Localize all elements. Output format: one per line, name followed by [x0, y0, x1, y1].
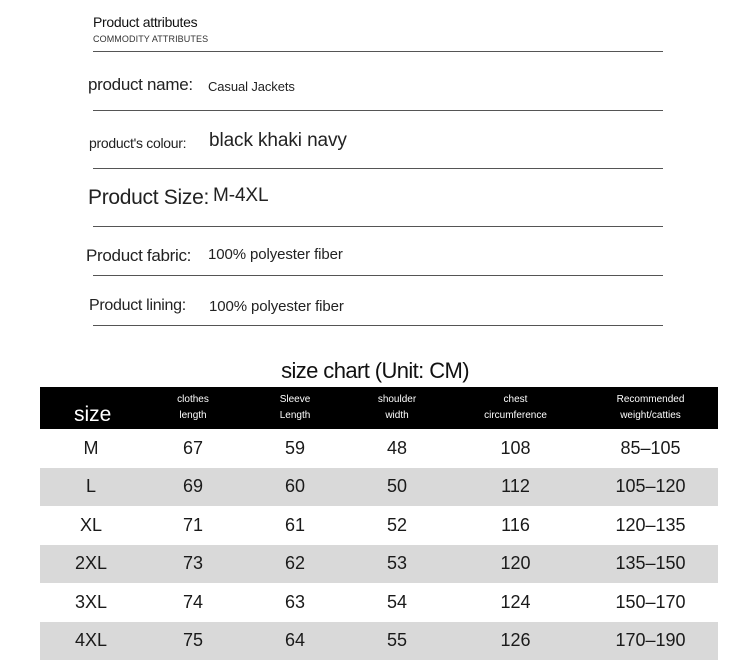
header-size: size	[40, 387, 142, 429]
attribute-value: 100% polyester fiber	[209, 298, 344, 315]
table-cell: 170–190	[583, 622, 718, 661]
table-cell: 73	[142, 545, 244, 584]
table-cell: 124	[500, 591, 531, 612]
table-cell: 60	[244, 468, 346, 507]
table-cell: XL	[79, 514, 103, 535]
table-cell: 61	[284, 514, 306, 535]
table-cell: 120–135	[615, 514, 686, 535]
table-cell: 135–150	[583, 545, 718, 584]
divider	[93, 226, 663, 227]
attribute-value: black khaki navy	[209, 130, 347, 151]
table-cell: 53	[346, 545, 448, 584]
attribute-label: Product Size:	[88, 186, 209, 209]
divider	[93, 110, 663, 111]
attributes-header	[93, 14, 209, 44]
table-cell: L	[40, 468, 142, 507]
attribute-value: M-4XL	[213, 185, 269, 206]
table-cell: 52	[386, 514, 408, 535]
table-cell: 3XL	[74, 591, 108, 612]
size-chart-table	[40, 387, 718, 660]
table-cell: 69	[142, 468, 244, 507]
table-cell: M	[83, 437, 99, 458]
size-chart-title: size chart (Unit: CM)	[281, 358, 469, 383]
table-cell: 74	[182, 591, 204, 612]
table-cell: 4XL	[40, 622, 142, 661]
header-chest-circumference: chest circumference	[448, 387, 583, 429]
table-cell: 63	[284, 591, 306, 612]
attribute-value: Casual Jackets	[208, 79, 295, 94]
attribute-label: product name:	[88, 75, 193, 94]
header-recommended-weight: Recommended weight/catties	[583, 387, 718, 429]
divider	[93, 275, 663, 276]
table-row	[40, 506, 718, 545]
table-row	[40, 468, 718, 507]
table-cell: 54	[386, 591, 408, 612]
table-cell: 48	[386, 437, 408, 458]
divider	[93, 51, 663, 52]
header-sleeve-length: Sleeve Length	[244, 387, 346, 429]
table-cell: 112	[448, 468, 583, 507]
table-cell: 59	[284, 437, 306, 458]
attributes-title: Product attributes	[93, 14, 198, 30]
table-cell: 150–170	[615, 591, 686, 612]
divider	[93, 325, 663, 326]
size-chart-header-row	[40, 387, 718, 429]
attribute-label: Product lining:	[89, 297, 186, 314]
table-cell: 108	[500, 437, 531, 458]
table-cell: 85–105	[620, 437, 681, 458]
table-cell: 2XL	[40, 545, 142, 584]
table-row	[40, 545, 718, 584]
table-cell: 50	[346, 468, 448, 507]
table-row	[40, 429, 718, 468]
attribute-value: 100% polyester fiber	[208, 246, 343, 263]
table-cell: 75	[142, 622, 244, 661]
table-cell: 71	[182, 514, 204, 535]
table-cell: 105–120	[583, 468, 718, 507]
table-cell: 116	[501, 514, 530, 535]
attribute-label: product's colour:	[89, 135, 187, 151]
table-cell: 62	[244, 545, 346, 584]
attribute-label: Product fabric:	[86, 246, 192, 265]
header-shoulder-width: shoulder width	[346, 387, 448, 429]
attributes-subtitle: COMMODITY ATTRIBUTES	[93, 34, 209, 44]
table-row	[40, 583, 718, 622]
table-cell: 64	[244, 622, 346, 661]
divider	[93, 168, 663, 169]
table-cell: 120	[448, 545, 583, 584]
table-cell: 67	[182, 437, 204, 458]
table-cell: 55	[346, 622, 448, 661]
header-clothes-length: clothes length	[142, 387, 244, 429]
table-row	[40, 622, 718, 661]
table-cell: 126	[448, 622, 583, 661]
